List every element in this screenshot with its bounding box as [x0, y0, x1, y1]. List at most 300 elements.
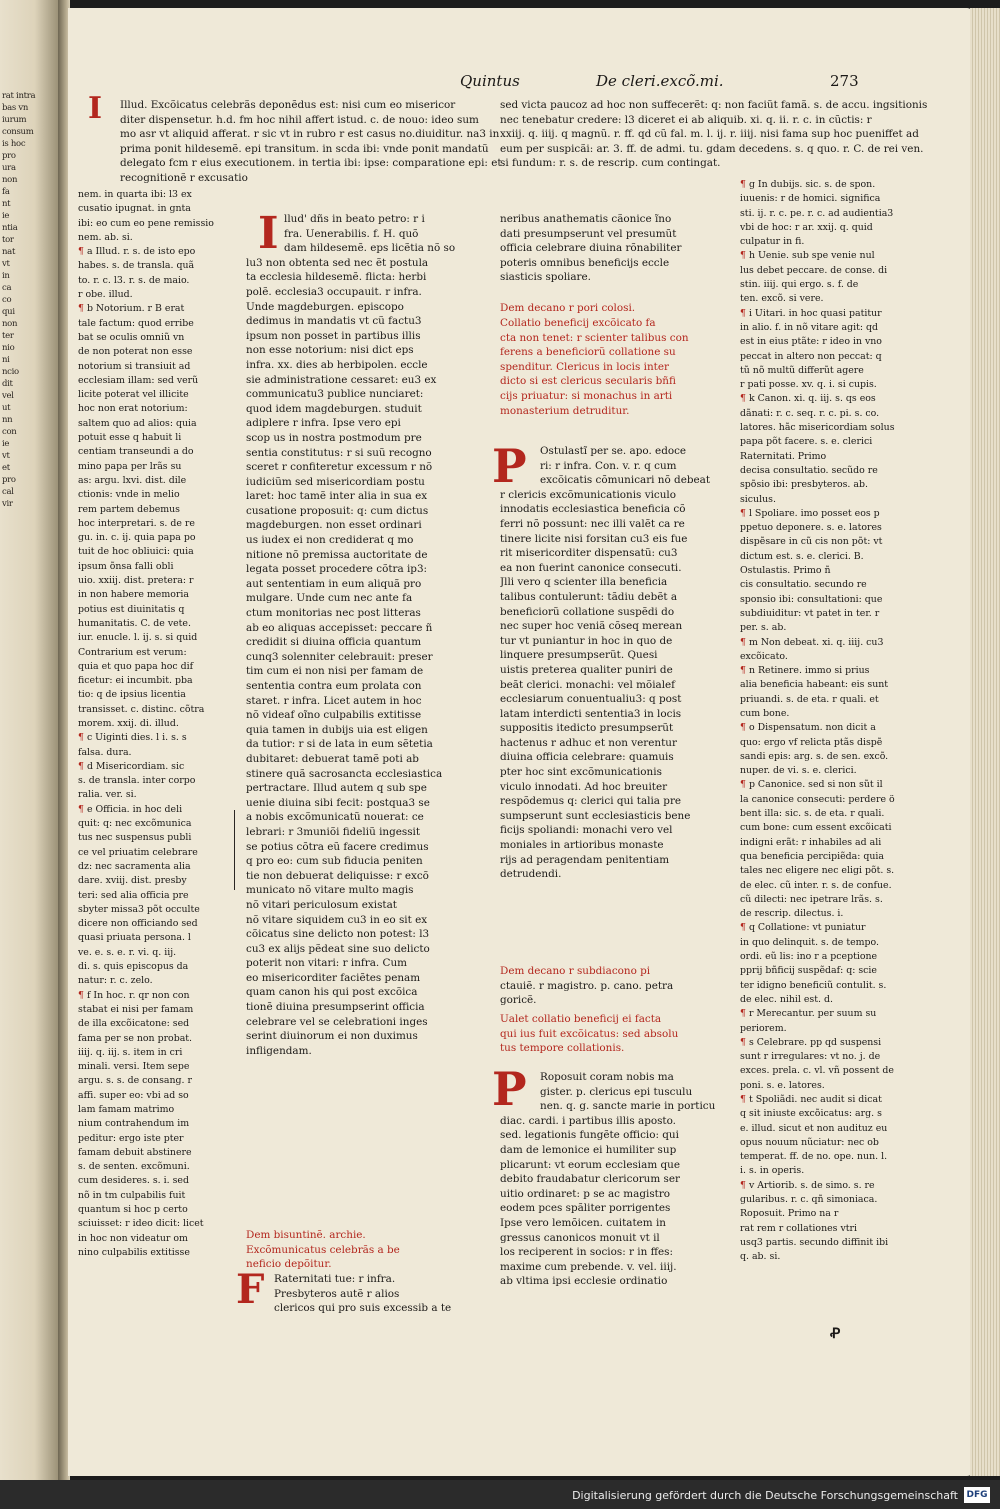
column-1-bottom-text — [274, 1272, 494, 1316]
text-line: vt — [2, 259, 10, 269]
paragraph-mark: ¶ — [740, 179, 749, 190]
text-line: suppositis itedicto presumpserũt — [500, 722, 674, 735]
text-line: morem. xxij. di. illud. — [78, 717, 179, 729]
text-line: ie — [2, 211, 10, 221]
page-edges — [970, 8, 1000, 1476]
text-line: exces. prela. c. vl. vñ possent de — [740, 1065, 894, 1077]
text-line: quo: ergo vf relicta ptãs dispẽ — [740, 736, 883, 748]
text-line: per. s. ab. — [740, 622, 787, 634]
text-line: eodem pces spãliter porrigentes — [500, 1202, 671, 1215]
text-line: tus tempore collationis. — [500, 1042, 625, 1055]
text-line: communicatu3 publice nunciaret: — [246, 388, 424, 401]
text-line: Raternitati. Primo — [740, 450, 827, 462]
text-line: licite poterat vel illicite — [78, 389, 189, 401]
paragraph-mark: ¶ — [78, 803, 87, 815]
text-line: in quo delinquit. s. de tempo. — [740, 936, 879, 948]
text-line: Dem bisuntinẽ. archie. — [246, 1229, 366, 1241]
text-line: dz: nec sacramenta alia — [78, 860, 191, 872]
page-number: 273 — [830, 72, 859, 90]
text-line: ctum monitorias nec post litteras — [246, 607, 421, 620]
text-line: linquere presumpserũt. Quesi — [500, 649, 658, 662]
text-line: talibus contulerunt: tãdiu debẽt a — [500, 590, 678, 603]
text-line: xxiij. q. iiij. q magnũ. r. ff. qd cũ fal. m. l. ij. r. iiij. nisi fama sup hoc pueniffet ad — [500, 128, 919, 141]
text-line: Ualet collatio beneficij ei facta — [500, 1013, 662, 1025]
text-line: se potius cõtra eũ facere credimus — [246, 840, 429, 853]
text-line: ten. excõ. si vere. — [740, 293, 824, 305]
text-line: stabat ei nisi per famam — [78, 1003, 194, 1015]
text-line: to. r. c. l3. r. s. de maio. — [78, 274, 190, 286]
text-line: dictum est. s. e. clerici. B. — [740, 550, 864, 562]
text-line: nõ in tm culpabilis fuit — [78, 1189, 186, 1201]
text-line: rat intra — [2, 91, 36, 101]
paragraph-mark: ¶ — [78, 246, 87, 258]
text-line: bas vn — [2, 103, 29, 113]
text-line: neribus anathematis cãonice ĩno — [500, 213, 672, 225]
text-line: et — [2, 463, 10, 473]
text-line: tur vt puniantur in hoc in quo de — [500, 634, 673, 647]
text-line: quit: q: nec excõmunica — [78, 818, 192, 830]
text-line: laret: hoc tamẽ inter alia in sua ex — [246, 490, 428, 503]
text-line: r clericis excõmunicationis viculo — [500, 488, 676, 501]
text-line: ¶ e Officia. in hoc deli — [78, 803, 183, 815]
text-line: Excõmunicatus celebrãs a be — [246, 1243, 400, 1256]
paragraph-mark: ¶ — [740, 1036, 749, 1048]
text-line: la canonice consecuti: perdere ö — [740, 793, 895, 805]
text-line: detrudendi. — [500, 868, 562, 881]
text-line: ibi: eo cum eo pene remissio — [78, 217, 214, 229]
text-line: ¶ i Uitari. in hoc quasi patitur — [740, 307, 882, 319]
text-column-2-bottom — [500, 1070, 732, 1289]
text-line: gressus canonicos monuit vt il — [500, 1231, 660, 1244]
text-line: mino papa per lrãs su — [78, 460, 182, 472]
text-line: stin. iiij. qui ergo. s. f. de — [740, 279, 859, 291]
text-line: cal — [2, 487, 14, 497]
text-line: ¶ c Uiginti dies. l i. s. s — [78, 732, 187, 744]
text-line: gu. in. c. ij. quia papa po — [78, 532, 196, 544]
text-line: cu3 ex alijs pẽdeat sine suo delicto — [246, 942, 430, 955]
text-line: dubitaret: debuerat tamẽ poti ab — [246, 752, 419, 765]
text-line: Roposuit. Primo na r — [740, 1208, 839, 1220]
text-line: ¶ o Dispensatum. non dicit a — [740, 722, 876, 734]
text-line: ¶ a Illud. r. s. de isto epo — [78, 246, 196, 258]
text-line: ut — [2, 403, 11, 413]
text-line: peccat in altero non peccat: q — [740, 350, 882, 362]
text-line: sumpserunt sunt ecclesiasticis bene — [500, 809, 691, 822]
text-column-1 — [246, 208, 494, 1058]
text-line: legata posset procedere cõtra ip3: — [246, 563, 428, 576]
text-line: vel — [2, 391, 14, 401]
text-line: r obe. illud. — [78, 289, 133, 301]
text-line: tale factum: quod erribe — [78, 317, 194, 329]
text-line: polẽ. ecclesia3 occupauit. r infra. — [246, 285, 422, 298]
text-line: prima ponit hildesemẽ. epi transitum. in scda ibi: vnde ponit mandatũ — [120, 142, 489, 155]
text-line: nn — [2, 415, 13, 425]
text-line: cum bone. — [740, 707, 790, 719]
paragraph-mark: ¶ — [740, 665, 749, 677]
text-line: in hoc non videatur om — [78, 1232, 188, 1244]
text-line: ea non fuerint canonice consecuti. — [500, 561, 682, 574]
text-line: sti. ij. r. c. pe. r. c. ad audientia3 — [740, 207, 894, 219]
paragraph-mark: ¶ — [78, 989, 87, 1001]
text-line: dam hildesemẽ. eps licẽtia nõ so — [284, 242, 456, 255]
text-line: Presbyteros autẽ r alios — [274, 1287, 400, 1300]
text-line: poterit non vitari: r infra. Cum — [246, 957, 407, 970]
dfg-logo: DFG — [964, 1487, 990, 1503]
text-line: lebrari: r 3muniõi fideliũ ingessit — [246, 825, 421, 838]
text-line: gularibus. r. c. qñ simoniaca. — [740, 1194, 878, 1206]
text-line: falsa. dura. — [78, 746, 132, 758]
text-line: magdeburgen. non esset ordinari — [246, 519, 422, 532]
text-line: debito fraudabatur clericorum ser — [500, 1173, 680, 1186]
text-line: ca — [2, 283, 12, 293]
text-line: nõ vitari periculosum existat — [246, 898, 397, 911]
text-line: ve. e. s. e. r. vi. q. iij. — [78, 946, 177, 958]
text-line: s. de senten. excõmuni. — [78, 1161, 190, 1173]
text-line: pertractare. Illud autem q sub spe — [246, 782, 427, 795]
text-line: clericos qui pro suis excessib a te — [274, 1302, 452, 1315]
text-line: siasticis spoliare. — [500, 271, 591, 284]
initial-letter-i-col1: I — [258, 208, 279, 259]
text-line: q. ab. si. — [740, 1251, 781, 1263]
text-line: ¶ h Uenie. sub spe venie nul — [740, 250, 875, 262]
initial-letter-i: I — [88, 91, 103, 126]
text-line: qui — [2, 307, 15, 317]
text-line: spenditur. Clericus in locis inter — [500, 360, 669, 373]
text-line: ¶ f In hoc. r. qr non con — [78, 989, 190, 1001]
text-line: pprij bñficij suspẽdaf: q: scie — [740, 965, 877, 977]
text-line: recognitionẽ r excusatio — [120, 171, 248, 184]
text-line: infra. xx. dies ab herbipolen. eccle — [246, 358, 428, 371]
paragraph-mark: ¶ — [740, 393, 749, 405]
text-line: mulgare. Unde cum nec ante fa — [246, 592, 413, 605]
text-line: ncio — [2, 367, 19, 377]
column-2-rubric-2 — [500, 1012, 732, 1056]
text-line: aut sententiam in eum aliquã pro — [246, 577, 422, 590]
text-line: sunt r irregulares: vt no. j. de — [740, 1051, 881, 1063]
text-line: cusatione proposuit: q: cum dictus — [246, 504, 429, 517]
text-line: latores. hãc misericordiam solus — [740, 422, 895, 434]
text-line: quia et quo papa hoc dif — [78, 660, 194, 672]
paragraph-mark: ¶ — [740, 722, 749, 734]
text-line: cũ dilecti: nec ipetrare lrãs. s. — [740, 893, 883, 905]
text-line: rat rem r collationes vtri — [740, 1222, 857, 1234]
text-line: fa — [2, 187, 10, 197]
text-line: r pati posse. xv. q. i. si cupis. — [740, 379, 877, 391]
text-line: qua beneficia percipiẽda: quia — [740, 850, 884, 862]
text-line: nem. in quarta ibi: l3 ex — [78, 189, 192, 200]
text-line: q sit iniuste excõicatus: arg. s — [740, 1108, 882, 1120]
text-line: delegato fcm r eius executionem. in tertia ibi: ipse: comparatione epi: et — [120, 157, 502, 170]
text-line: cunq3 solenniter celebrauit: preser — [246, 650, 433, 663]
text-line: cis consultatio. secundo re — [740, 579, 867, 591]
catchword: Ꝓ — [830, 1326, 841, 1342]
text-line: uio. xxiij. dist. pretera: r — [78, 575, 194, 587]
text-line: pro — [2, 475, 16, 485]
text-line: mo asr vt aliquid afferat. r sic vt in rubro r est casus no.diuiditur. na3 in — [120, 128, 500, 141]
text-line: Contrarium est verum: — [78, 646, 187, 658]
text-line: los reciperent in socios: r in ffes: — [500, 1246, 673, 1259]
text-line: ¶ l Spoliare. imo posset eos p — [740, 507, 880, 519]
text-line: consum — [2, 127, 34, 137]
text-line: sandi epis: arg. s. de sen. excõ. — [740, 750, 889, 762]
text-line: innodatis ecclesiastica beneficia cõ — [500, 503, 686, 516]
initial-letter-p2: P — [492, 1062, 527, 1116]
text-line: opus nouum nũciatur: nec ob — [740, 1136, 879, 1148]
text-line: llud' dñs in beato petro: r i — [284, 213, 425, 225]
text-line: est in eius ptãte: r ideo in vno — [740, 336, 882, 348]
text-line: dare. xviij. dist. presby — [78, 875, 187, 887]
text-line: eo misericorditer faciẽtes penam — [246, 971, 421, 984]
text-line: ab vltima ipsi ecclesie ordinatio — [500, 1275, 668, 1288]
text-line: s. de transla. inter corpo — [78, 775, 196, 787]
page — [68, 8, 973, 1476]
text-line: ce vel priuatim celebrare — [78, 846, 198, 858]
text-line: argu. s. s. de consang. r — [78, 1075, 192, 1087]
text-line: ¶ d Misericordiam. sic — [78, 760, 185, 772]
text-line: tor — [2, 235, 14, 245]
text-line: siculus. — [740, 493, 776, 505]
text-line: papa põt facere. s. e. clerici — [740, 436, 873, 448]
text-line: ter idigno beneficiũ contulit. s. — [740, 979, 887, 991]
text-line: periorem. — [740, 1022, 787, 1034]
text-line: serint diuinorum ei non duximus — [246, 1030, 418, 1043]
text-line: Ostulastis. Primo ñ — [740, 565, 831, 577]
text-line: ipsum non posset in partibus illis — [246, 329, 421, 342]
text-line: Ostulastĩ per se. apo. edoce — [540, 445, 687, 457]
paragraph-mark: ¶ — [740, 779, 749, 791]
text-line: tus nec suspensus publi — [78, 832, 192, 844]
text-line: non esse notorium: nisi dict eps — [246, 344, 414, 357]
text-line: ¶ s Celebrare. pp qd suspensi — [740, 1036, 882, 1048]
text-line: quasi priuata persona. l — [78, 932, 191, 944]
text-line: beãt clerici. monachi: vel mõialef — [500, 678, 676, 691]
text-line: ¶ r Merecantur. per suum su — [740, 1008, 877, 1020]
text-line: tie non debuerat deliquisse: r excõ — [246, 869, 429, 882]
text-line: q pro eo: cum sub fiducia peniten — [246, 855, 423, 868]
text-line: hoc non erat notorium: — [78, 403, 188, 415]
text-line: dicere non officiando sed — [78, 918, 198, 930]
text-line: transisset. c. distinc. cõtra — [78, 703, 205, 715]
text-line: iudiciũm sed misericordiam postu — [246, 475, 425, 488]
text-line: nõ videaf oĩno culpabilis extitisse — [246, 709, 422, 722]
top-gloss-left — [120, 98, 502, 186]
text-line: nat — [2, 247, 16, 257]
text-line: ¶ n Retinere. immo si prius — [740, 665, 870, 677]
text-line: ppetuo deponere. s. e. latores — [740, 522, 882, 534]
text-line: poni. s. e. latores. — [740, 1079, 825, 1091]
text-line: de rescrip. dilectus. i. — [740, 908, 844, 920]
text-line: dãnati: r. c. seq. r. c. pi. s. co. — [740, 407, 880, 419]
text-line: ab eo aliquas accepisset: peccare ñ — [246, 621, 433, 634]
text-line: in non habere memoria — [78, 589, 189, 601]
text-line: Jlli vero q scienter illa beneficia — [500, 576, 668, 589]
paragraph-mark: ¶ — [740, 250, 749, 262]
text-line: ta ecclesia hildesemẽ. flicta: herbi — [246, 271, 427, 284]
text-line: fama per se non probat. — [78, 1032, 193, 1044]
text-line: lus debet peccare. de conse. di — [740, 264, 888, 276]
text-line: ter — [2, 331, 14, 341]
column-1-rubric — [246, 1228, 494, 1272]
text-line: sbyter missa3 põt occulte — [78, 903, 200, 915]
text-line: ¶ m Non debeat. xi. q. iiij. cu3 — [740, 636, 884, 648]
paragraph-mark: ¶ — [740, 922, 749, 934]
text-line: tales nec eligere nec eligi põt. s. — [740, 865, 895, 877]
text-line: cum desideres. s. i. sed — [78, 1175, 189, 1187]
text-column-2-top — [500, 212, 732, 285]
text-line: hactenus r adhuc et non verentur — [500, 736, 677, 749]
text-line: Illud. Excõicatus celebrãs deponẽdus est: nisi cum eo misericor — [120, 99, 456, 111]
text-line: Raternitati tue: r infra. — [274, 1273, 396, 1285]
paragraph-mark: ¶ — [78, 760, 87, 772]
text-line: tio: q de ipsius licentia — [78, 689, 186, 701]
text-line: ¶ p Canonice. sed si non sũt il — [740, 779, 883, 791]
footer-funding-text: Digitalisierung gefördert durch die Deutsche Forschungsgemeinschaft — [572, 1489, 958, 1502]
text-line: ¶ v Artiorib. s. de simo. s. re — [740, 1179, 875, 1191]
text-line: staret. r infra. Licet autem in hoc — [246, 694, 422, 707]
text-line: nec tenebatur credere: l3 diceret ei ab aliquib. xi. q. ii. r. c. in cũctis: r — [500, 113, 872, 126]
text-line: ntia — [2, 223, 18, 233]
text-line: nitione nõ premissa auctoritate de — [246, 548, 428, 561]
text-line: nec super hoc veniã cõseq merean — [500, 620, 683, 633]
initial-letter-f: F — [236, 1266, 265, 1313]
text-line: ¶ q Collatione: vt puniatur — [740, 922, 866, 934]
paragraph-mark: ¶ — [78, 732, 87, 744]
text-line: culpatur in fi. — [740, 236, 805, 248]
text-line: officia celebrare diuina rõnabiliter — [500, 242, 682, 255]
text-line: rijs ad peragendam penitentiam — [500, 853, 670, 866]
text-line: nium contrahendum im — [78, 1118, 190, 1130]
text-line: in alio. f. in nõ vitare agit: qd — [740, 321, 878, 333]
text-line: stinere quã sacrosancta ecclesiastica — [246, 767, 443, 780]
text-line: de illa excõicatone: sed — [78, 1018, 190, 1030]
text-line: qui ius fuit excõicatus: sed absolu — [500, 1027, 679, 1040]
text-line: ura — [2, 163, 16, 173]
gloss-left-column — [78, 188, 238, 1260]
text-line: diuina officia celebrare: quamuis — [500, 751, 674, 764]
text-line: sententia contra eum prolata con — [246, 680, 422, 692]
text-line: non — [2, 175, 18, 185]
previous-page-edge — [0, 0, 58, 1480]
text-line: nino culpabilis extitisse — [78, 1246, 190, 1258]
text-line: ecclesiam illam: sed verũ — [78, 374, 199, 386]
text-line: ¶ k Canon. xi. q. iij. s. qs eos — [740, 393, 876, 405]
text-line: municato nõ vitare multo magis — [246, 884, 414, 897]
text-line: pter hoc sint excõmunicationis — [500, 766, 662, 779]
text-line: dicto si est clericus secularis bñfi — [500, 375, 676, 388]
text-line: moniales in artioribus monaste — [500, 839, 664, 852]
paragraph-mark: ¶ — [740, 636, 749, 648]
text-line: infligendam. — [246, 1044, 312, 1057]
text-line: sceret r confiteretur excessum r nõ — [246, 461, 433, 474]
text-line: tinere licite nisi forsitan cu3 eis fue — [500, 532, 688, 545]
text-line: quantum si hoc p certo — [78, 1204, 188, 1216]
text-line: nt — [2, 199, 11, 209]
text-line: viculo innodati. Ad hoc breuiter — [500, 780, 668, 793]
text-line: di. s. quis episcopus da — [78, 961, 189, 973]
text-line: ralia. ver. si. — [78, 789, 137, 801]
text-line: excõicatis cõmunicari nõ debeat — [540, 474, 711, 487]
text-line: famam debuit abstinere — [78, 1146, 192, 1158]
text-line: peditur: ergo iste pter — [78, 1132, 184, 1144]
text-line: diac. cardi. i partibus illis aposto. — [500, 1114, 676, 1127]
text-line: ficetur: ei incumbit. pba — [78, 675, 193, 687]
text-line: minali. versi. Item sepe — [78, 1061, 190, 1073]
text-line: ecclesiarum conuentualiu3: q post — [500, 693, 682, 706]
paragraph-mark: ¶ — [740, 507, 749, 519]
text-line: indigni erãt: r inhabiles ad ali — [740, 836, 882, 848]
text-line: ni — [2, 355, 10, 365]
text-line: tim cum ei non nisi per famam de — [246, 665, 424, 678]
text-line: temperat. ff. de no. ope. nun. l. — [740, 1151, 888, 1163]
text-line: decisa consultatio. secũdo re — [740, 464, 878, 476]
paragraph-mark: ¶ — [740, 307, 749, 319]
initial-letter-p: P — [492, 439, 527, 493]
text-line: i. s. in operis. — [740, 1165, 805, 1177]
text-line: ipsum õnsa falli obli — [78, 560, 174, 572]
text-line: ri: r infra. Con. v. r. q cum — [540, 459, 677, 472]
text-line: dispẽsare in cũ cis non põt: vt — [740, 536, 883, 548]
margin-bracket — [234, 810, 235, 890]
text-line: poteris omnibus beneficijs eccle — [500, 256, 670, 269]
text-line: tuit de hoc obliuici: quia — [78, 546, 194, 558]
text-line: dam de lemonice ei humiliter sup — [500, 1143, 677, 1156]
text-line: sponsio ibi: consultationi: que — [740, 593, 883, 605]
text-line: sed. legationis fungẽte officio: qui — [500, 1129, 679, 1142]
text-line: cta non tenet: r scienter talibus con — [500, 331, 689, 344]
text-line: bat se oculis omniũ vn — [78, 331, 185, 343]
text-line: nen. q. g. sancte marie in porticu — [540, 1100, 716, 1113]
text-line: adiplere r infra. Ipse vero epi — [246, 417, 401, 430]
text-line: ¶ g In dubijs. sic. s. de spon. — [740, 179, 876, 190]
text-line: notorium si transiuit ad — [78, 360, 191, 372]
text-line: potuit esse q habuit li — [78, 432, 182, 444]
text-line: ctionis: vnde in melio — [78, 489, 180, 501]
text-line: quam canon his qui post excõica — [246, 986, 418, 999]
text-line: lam famam matrimo — [78, 1104, 175, 1115]
text-line: e. illud. sicut et non audituz eu — [740, 1122, 888, 1134]
gloss-right-column — [740, 178, 920, 1265]
text-line: bent illa: sic. s. de eta. r quali. — [740, 808, 885, 820]
text-line: as: argu. lxvi. dist. dile — [78, 474, 187, 486]
text-line: Roposuit coram nobis ma — [540, 1071, 674, 1083]
text-line: plicarunt: vt eorum ecclesiam que — [500, 1158, 680, 1171]
text-line: fra. Uenerabilis. f. H. quõ — [284, 227, 419, 240]
text-line: cusatio ipugnat. in gnta — [78, 203, 191, 215]
text-line: si fundum: r. s. de rescrip. cum contingat. — [500, 157, 721, 170]
text-line: maxime cum prebende. v. vel. iiij. — [500, 1260, 677, 1273]
text-line: dedimus in mandatis vt cũ factu3 — [246, 315, 422, 328]
text-line: pro — [2, 151, 16, 161]
text-line: co — [2, 295, 12, 305]
text-line: ie — [2, 439, 10, 449]
paragraph-mark: ¶ — [740, 1094, 749, 1105]
text-line: sentia constitutus: r si suũ recogno — [246, 446, 432, 459]
text-line: usq3 partis. secundo diffinit ibi — [740, 1236, 889, 1248]
text-line: nuper. de vi. s. e. clerici. — [740, 765, 857, 777]
text-line: credidit si diuina officia quantum — [246, 636, 422, 649]
text-line: nio — [2, 343, 15, 353]
text-line: centiam transeundi a do — [78, 446, 194, 458]
text-line: de non poterat non esse — [78, 346, 193, 358]
text-line: gister. p. clericus epi tusculu — [540, 1085, 693, 1098]
text-line: priuandi. s. de eta. r quali. et — [740, 693, 879, 705]
text-line: nõ vitare siquidem cu3 in eo sit ex — [246, 913, 428, 926]
text-line: iurum — [2, 115, 27, 125]
text-line: nem. ab. si. — [78, 231, 133, 243]
text-line: Unde magdeburgen. episcopo — [246, 300, 404, 313]
text-line: latam interdicti sententia3 in locis — [500, 707, 682, 720]
text-line: uitio ordinaret: p se ac magistro — [500, 1187, 671, 1200]
